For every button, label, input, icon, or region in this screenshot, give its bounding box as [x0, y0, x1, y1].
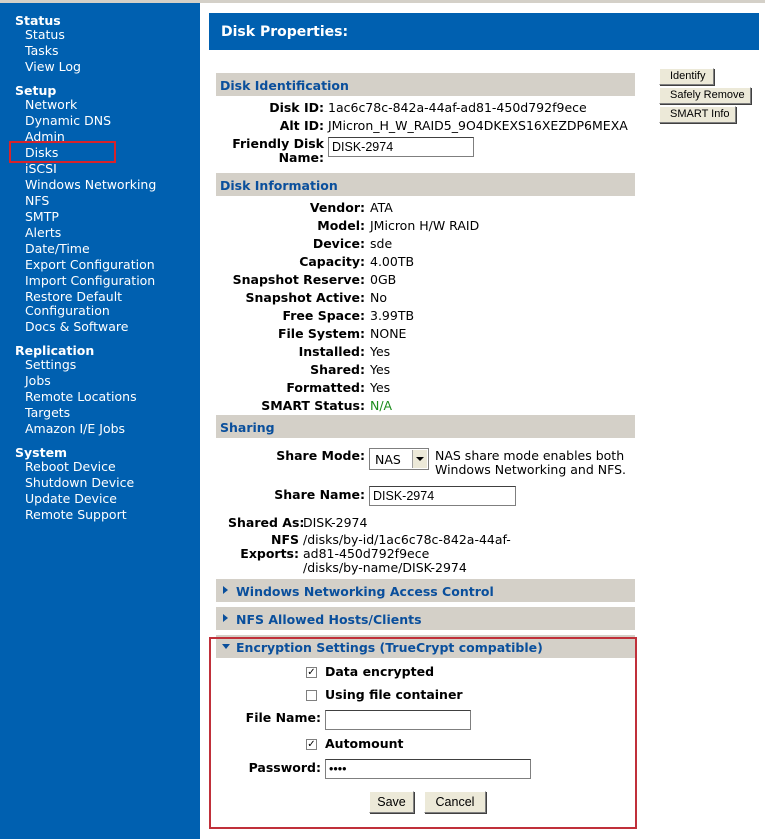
device-label: Device: [312, 236, 365, 251]
sidebar-item-nfs[interactable]: NFS [25, 193, 50, 208]
smart-status-value: N/A [370, 398, 393, 413]
dropdown-arrow-icon[interactable] [412, 450, 427, 468]
friendly-name-label-line1: Friendly Disk [232, 136, 324, 151]
shared-as-label: Shared As: [228, 515, 305, 530]
sidebar-item-settings[interactable]: Settings [25, 357, 77, 372]
capacity-value: 4.00TB [370, 254, 415, 269]
automount-checkbox[interactable]: ✓ [307, 739, 316, 750]
disk-id-value: 1ac6c78c-842a-44af-ad81-450d792f9ece [328, 100, 587, 115]
using-file-container-checkbox[interactable] [306, 690, 317, 701]
sidebar-nav [0, 3, 200, 839]
sidebar-gap [200, 3, 209, 839]
shared-as-value: DISK-2974 [303, 515, 368, 530]
snapshot-reserve-label: Snapshot Reserve: [232, 272, 365, 287]
sidebar-item-restore-default-configuration[interactable]: Configuration [25, 303, 110, 318]
sidebar-item-restore-default[interactable]: Restore Default [25, 289, 123, 304]
share-mode-note-line2: Windows Networking and NFS. [435, 462, 626, 477]
snapshot-active-value: No [370, 290, 387, 305]
expand-arrow-icon[interactable] [223, 614, 228, 622]
model-value: JMicron H/W RAID [370, 218, 480, 233]
smart-info-button[interactable]: SMART Info [659, 106, 736, 123]
alt-id-value: JMicron_H_W_RAID5_9O4DKEXS16XEZDP6MEXA [328, 118, 628, 133]
sidebar-item-view-log[interactable]: View Log [25, 59, 81, 74]
sidebar-item-shutdown-device[interactable]: Shutdown Device [25, 475, 135, 490]
section-title: Encryption Settings (TrueCrypt compatible) [236, 640, 543, 655]
sidebar-item-smtp[interactable]: SMTP [25, 209, 59, 224]
sidebar-item-admin[interactable]: Admin [25, 129, 65, 144]
sidebar-item-date-time[interactable]: Date/Time [25, 241, 90, 256]
smart-status-label: SMART Status: [261, 398, 365, 413]
sidebar-item-targets[interactable]: Targets [25, 405, 71, 420]
sidebar-item-disks[interactable]: Disks [25, 145, 59, 160]
sidebar-item-export-configuration[interactable]: Export Configuration [25, 257, 155, 272]
save-button[interactable]: Save [369, 791, 414, 813]
friendly-name-input[interactable] [328, 137, 474, 157]
sidebar-item-remote-support[interactable]: Remote Support [25, 507, 127, 522]
sidebar-section-status: Status [15, 13, 61, 28]
sidebar-item-status[interactable]: Status [25, 27, 65, 42]
using-file-container-label: Using file container [325, 687, 463, 702]
section-sharing [216, 415, 635, 438]
sidebar-section-system: System [15, 445, 68, 460]
sidebar-item-tasks[interactable]: Tasks [25, 43, 59, 58]
disk-id-label: Disk ID: [269, 100, 324, 115]
friendly-name-label-line2: Name: [278, 150, 324, 165]
sidebar-item-windows-networking[interactable]: Windows Networking [25, 177, 157, 192]
disks-highlight [9, 141, 116, 163]
section-nfs-allowed-hosts[interactable] [216, 607, 635, 630]
sidebar-item-iscsi[interactable]: iSCSI [25, 161, 57, 176]
safely-remove-button[interactable]: Safely Remove [659, 87, 751, 104]
section-title: Disk Information [220, 178, 338, 193]
expand-arrow-icon[interactable] [223, 586, 228, 594]
snapshot-reserve-value: 0GB [370, 272, 397, 287]
shared-label: Shared: [310, 362, 365, 377]
section-disk-identification [216, 73, 635, 96]
snapshot-active-label: Snapshot Active: [245, 290, 365, 305]
share-mode-select[interactable] [369, 448, 429, 470]
sidebar-item-import-configuration[interactable]: Import Configuration [25, 273, 156, 288]
sidebar-item-amazon-ie-jobs[interactable]: Amazon I/E Jobs [25, 421, 126, 436]
share-mode-note-line1: NAS share mode enables both [435, 448, 625, 463]
free-space-value: 3.99TB [370, 308, 415, 323]
file-name-input[interactable] [325, 710, 471, 730]
nfs-exports-label-line2: Exports: [240, 546, 299, 561]
share-name-input[interactable] [369, 486, 516, 506]
share-mode-value: NAS [375, 452, 401, 467]
nfs-exports-label-line1: NFS [270, 532, 299, 547]
sidebar-item-network[interactable]: Network [25, 97, 78, 112]
data-encrypted-label: Data encrypted [325, 664, 435, 679]
nfs-export-path-1: /disks/by-id/1ac6c78c-842a-44af- [303, 532, 511, 547]
nfs-export-path-2: /disks/by-name/DISK-2974 [303, 560, 467, 575]
model-label: Model: [317, 218, 365, 233]
section-title: Sharing [220, 420, 275, 435]
sidebar-section-setup: Setup [15, 83, 57, 98]
device-value: sde [370, 236, 393, 251]
sidebar-item-reboot-device[interactable]: Reboot Device [25, 459, 116, 474]
shared-value: Yes [370, 362, 391, 377]
sidebar-item-remote-locations[interactable]: Remote Locations [25, 389, 137, 404]
sidebar-item-jobs[interactable]: Jobs [25, 373, 51, 388]
formatted-value: Yes [370, 380, 391, 395]
sidebar-section-replication: Replication [15, 343, 95, 358]
installed-label: Installed: [298, 344, 365, 359]
password-input[interactable] [325, 759, 531, 779]
section-title: Disk Identification [220, 78, 349, 93]
automount-label: Automount [325, 736, 404, 751]
section-windows-networking-access-control[interactable] [216, 579, 635, 602]
installed-value: Yes [370, 344, 391, 359]
file-system-label: File System: [277, 326, 365, 341]
data-encrypted-checkbox[interactable]: ✓ [307, 667, 316, 678]
identify-button[interactable]: Identify [659, 68, 714, 85]
page-title: Disk Properties: [221, 24, 349, 40]
formatted-label: Formatted: [286, 380, 365, 395]
sidebar-item-update-device[interactable]: Update Device [25, 491, 117, 506]
capacity-label: Capacity: [299, 254, 365, 269]
vendor-value: ATA [370, 200, 393, 215]
cancel-button[interactable]: Cancel [424, 791, 486, 813]
nfs-export-path-1b: ad81-450d792f9ece [303, 546, 430, 561]
section-title: Windows Networking Access Control [236, 584, 494, 599]
vendor-label: Vendor: [309, 200, 365, 215]
alt-id-label: Alt ID: [279, 118, 324, 133]
share-name-label: Share Name: [274, 487, 365, 502]
file-name-label: File Name: [245, 710, 321, 725]
section-disk-information [216, 173, 635, 196]
share-mode-label: Share Mode: [276, 448, 365, 463]
sidebar-item-docs-software[interactable]: Docs & Software [25, 319, 129, 334]
sidebar-item-dynamic-dns[interactable]: Dynamic DNS [25, 113, 112, 128]
page-header [209, 13, 759, 50]
file-system-value: NONE [370, 326, 407, 341]
section-title: NFS Allowed Hosts/Clients [236, 612, 422, 627]
free-space-label: Free Space: [282, 308, 365, 323]
sidebar-item-alerts[interactable]: Alerts [25, 225, 62, 240]
password-label: Password: [248, 760, 321, 775]
